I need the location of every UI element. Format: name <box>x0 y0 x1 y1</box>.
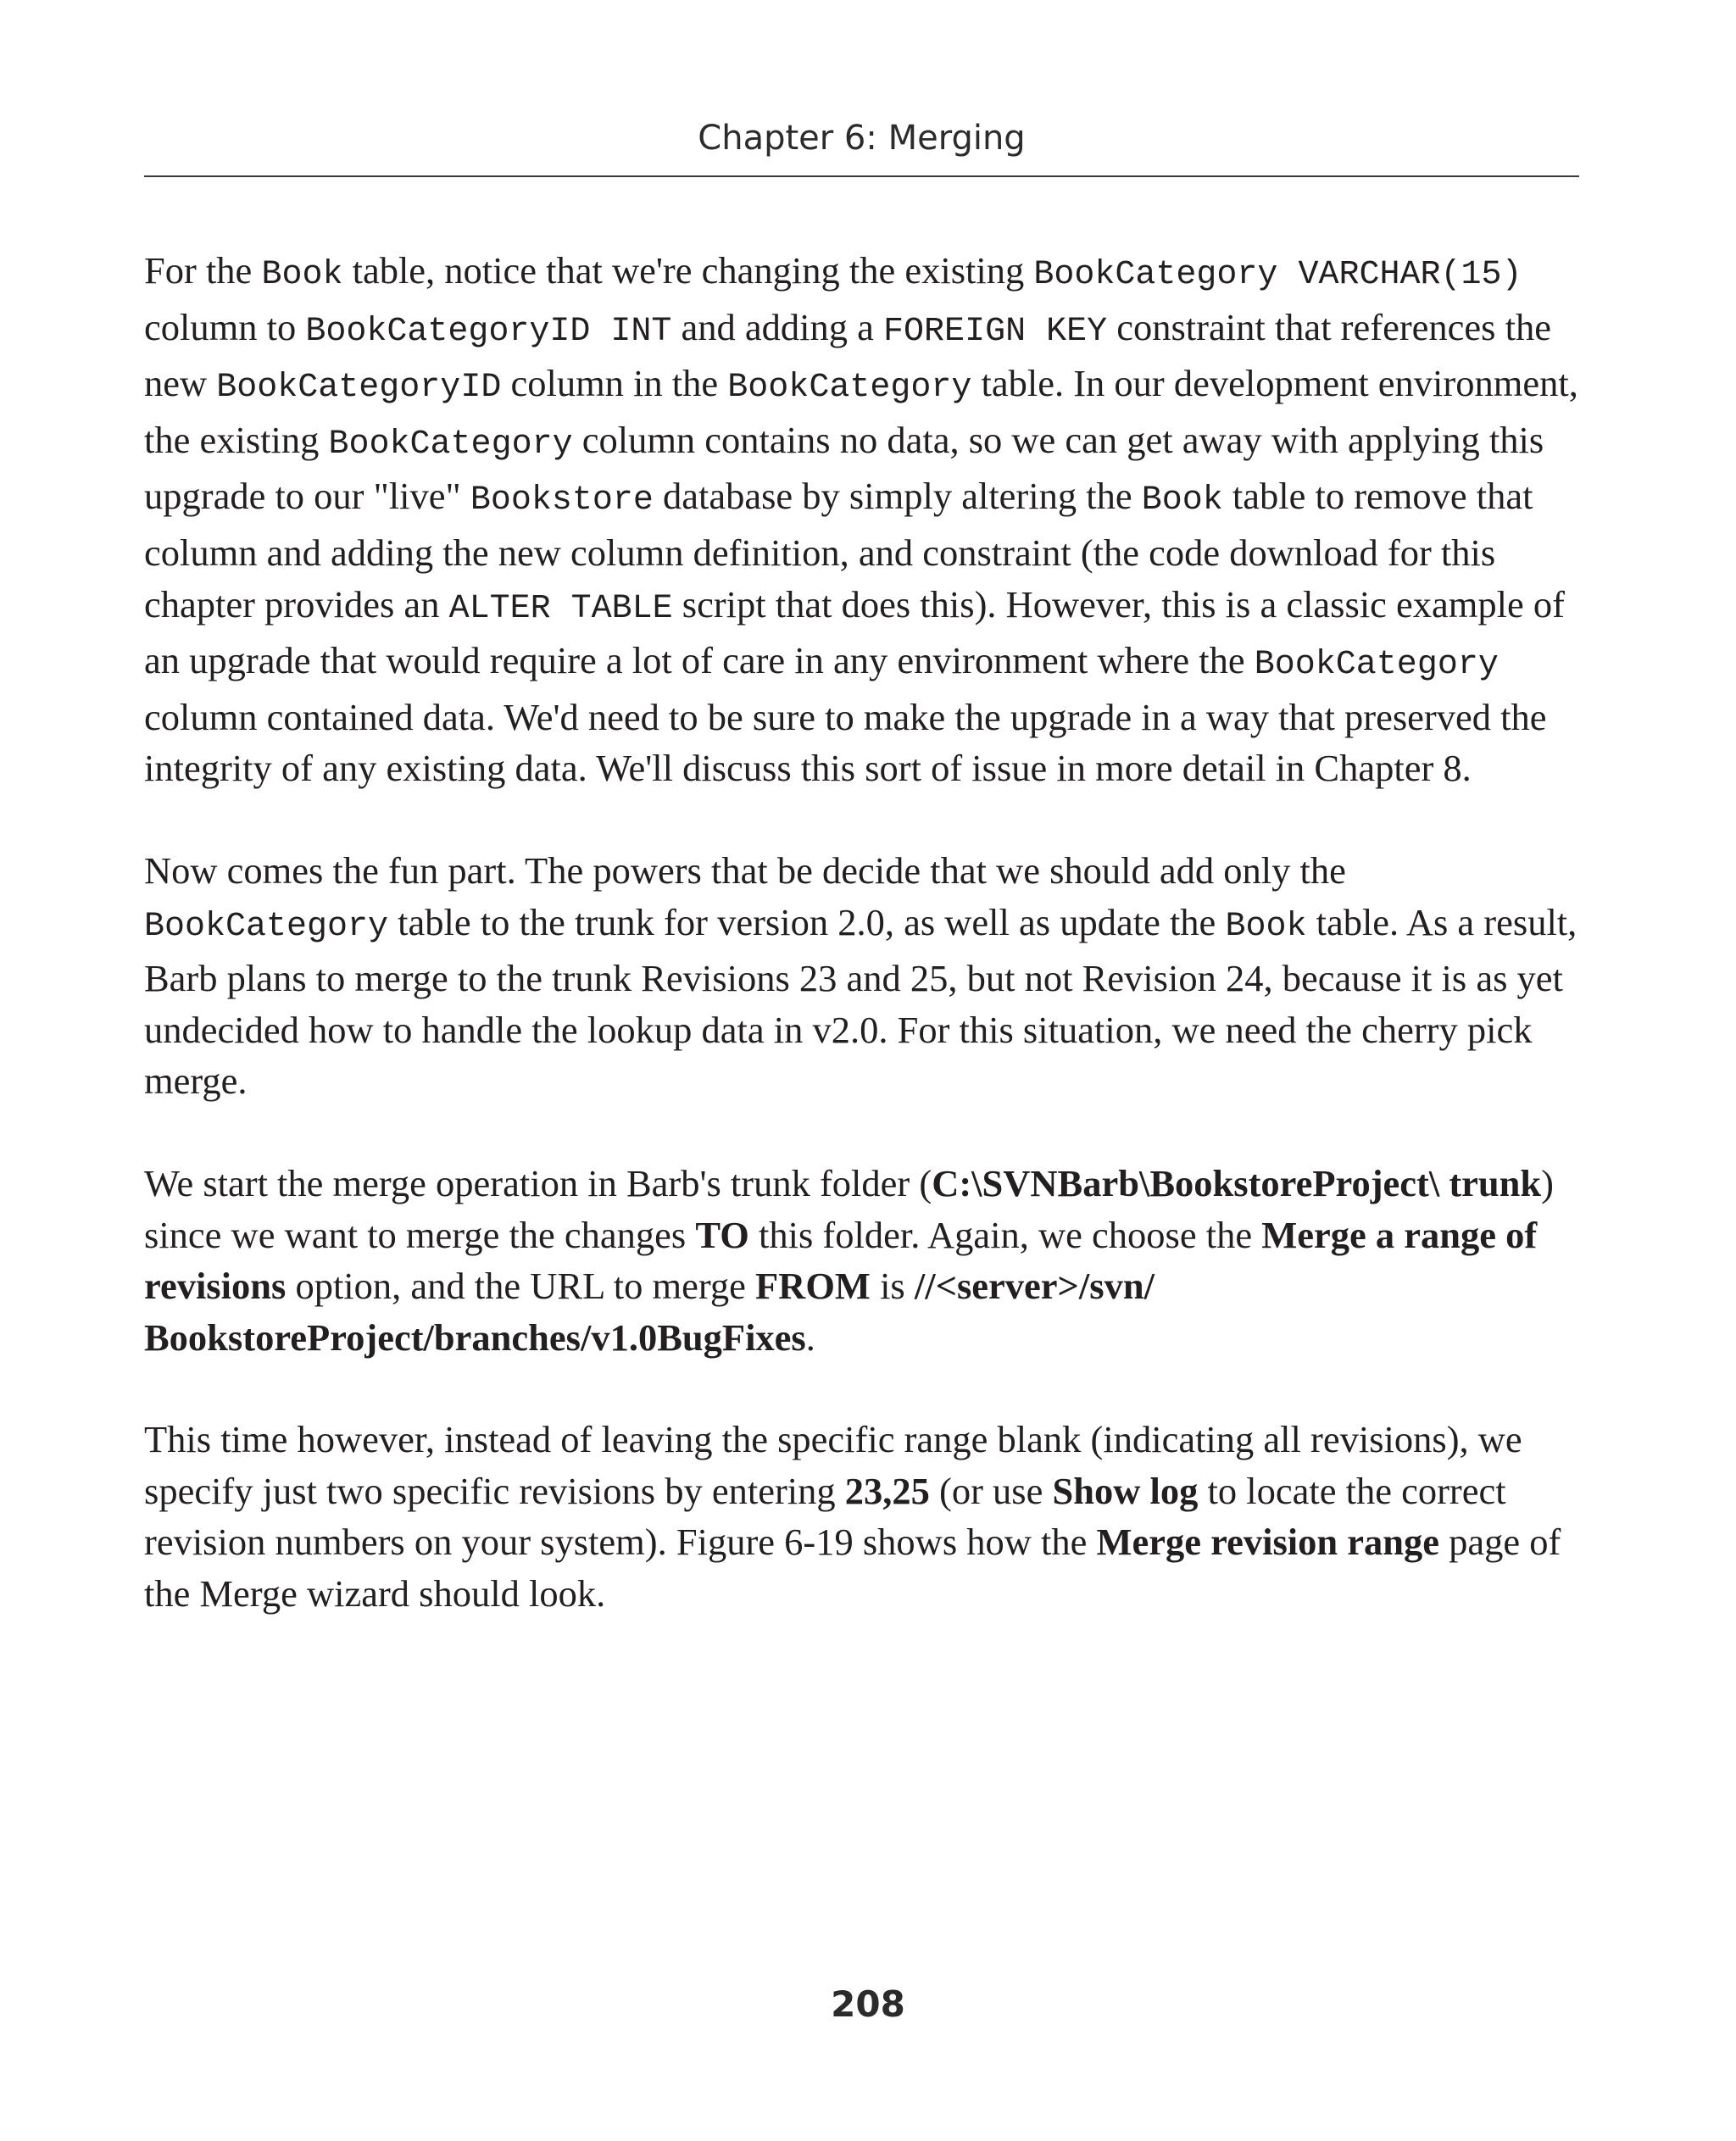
text-span: constraint that references the new <box>144 305 1551 405</box>
page-number: 208 <box>831 1983 905 2025</box>
text-span: ) since we want to merge the changes <box>144 1161 1554 1256</box>
bold-span: FROM <box>755 1265 871 1308</box>
text-span: column contained data. We'd need to be sure to make the upgrade in a way that preserved the integrity of any existing data. We'll discuss this sort of issue in more detail in Chapter 8. <box>144 695 1547 790</box>
code-span: ALTER TABLE <box>448 589 673 628</box>
code-span: BookCategory VARCHAR(15) <box>1033 256 1522 294</box>
text-span: table. As a result, Barb plans to merge to the trunk Revisions 23 and 25, but not Revision 24, because it is as yet undecided how to handle the lookup data in v2.0. For this situation, we need the cherry pick merge. <box>144 900 1577 1103</box>
running-head: Chapter 6: Merging <box>698 119 1026 158</box>
bold-span: Merge a range of revisions <box>144 1213 1538 1308</box>
text-span: this folder. Again, we choose the <box>748 1213 1262 1256</box>
code-span: BookCategory <box>328 425 573 464</box>
paragraph-2 <box>144 845 1589 1107</box>
bold-span: Show log <box>1052 1469 1199 1512</box>
paragraph-4 <box>144 1414 1589 1619</box>
code-span: FOREIGN KEY <box>883 312 1108 351</box>
body-text <box>144 245 1589 1671</box>
bold-span: Merge revision range <box>1096 1521 1440 1564</box>
text-span: to locate the correct revision numbers on your system). Figure 6-19 shows how the <box>144 1469 1506 1564</box>
text-span: is <box>870 1265 915 1308</box>
code-span: Book <box>261 256 343 294</box>
text-span: column in the <box>501 362 728 405</box>
text-span: This time however, instead of leaving the specific range blank (indicating all revisions), we specify just two specific revisions by entering <box>144 1418 1522 1512</box>
text-span: . <box>805 1315 815 1359</box>
text-span: table to remove that column and adding the new column definition, and constraint (the code download for this chapter provides an <box>144 475 1533 626</box>
bold-span: //<server>/svn/ BookstoreProject/branches/v1.0BugFixes <box>144 1265 1155 1359</box>
bold-span: 23,25 <box>844 1469 930 1512</box>
code-span: BookCategory <box>144 907 389 946</box>
text-span: and adding a <box>671 305 884 348</box>
text-span: For the <box>144 249 262 292</box>
code-span: Bookstore <box>470 481 654 520</box>
text-span: option, and the URL to merge <box>286 1265 755 1308</box>
bold-span: C:\SVNBarb\BookstoreProject\ trunk <box>932 1161 1542 1204</box>
paragraph-1 <box>144 245 1589 794</box>
code-span: Book <box>1141 481 1223 520</box>
code-span: BookCategory <box>1254 646 1499 685</box>
text-span: page of the Merge wizard should look. <box>144 1521 1561 1615</box>
text-span: Now comes the fun part. The powers that be decide that we should add only the <box>144 848 1346 892</box>
text-span: table. In our development environment, the existing <box>144 362 1578 461</box>
text-span: We start the merge operation in Barb's trunk folder ( <box>144 1161 932 1204</box>
text-span: database by simply altering the <box>653 475 1142 518</box>
text-span: (or use <box>929 1469 1053 1512</box>
code-span: BookCategory <box>727 369 972 408</box>
text-span: table to the trunk for version 2.0, as well as update the <box>388 900 1226 943</box>
code-span: BookCategoryID INT <box>305 312 672 351</box>
bold-span: TO <box>695 1213 749 1256</box>
text-span: column contains no data, so we can get away with applying this upgrade to our "live" <box>144 418 1544 518</box>
header-rule <box>144 175 1579 177</box>
text-span: table, notice that we're changing the existing <box>342 249 1034 292</box>
code-span: BookCategoryID <box>216 369 502 408</box>
text-span: script that does this). However, this is a classic example of an upgrade that would require a lot of care in any environment where the <box>144 582 1565 682</box>
paragraph-3 <box>144 1158 1589 1363</box>
text-span: column to <box>144 305 306 348</box>
code-span: Book <box>1225 907 1307 946</box>
